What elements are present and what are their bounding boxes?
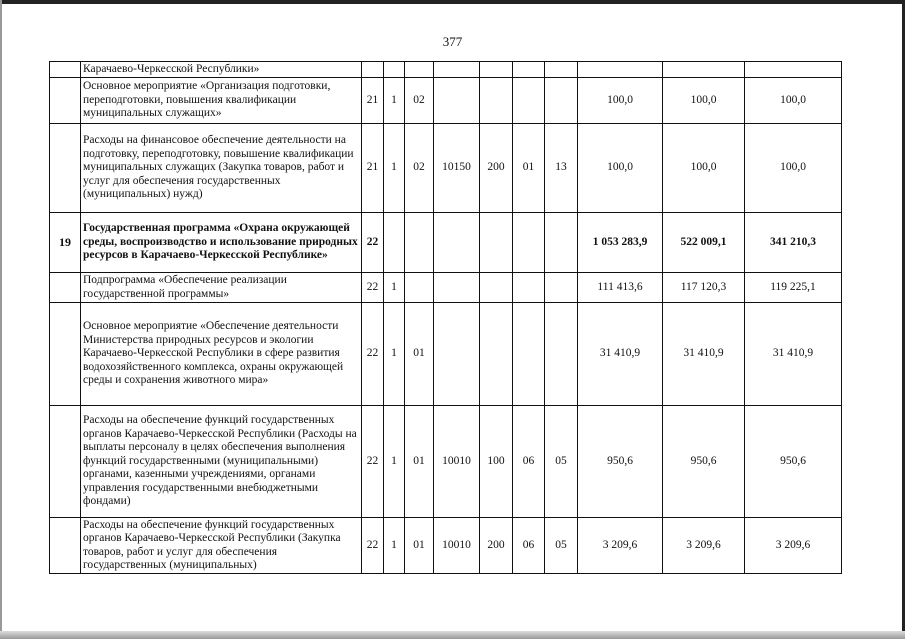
amount-year-3: 950,6 [745, 406, 842, 518]
code-program: 22 [362, 303, 384, 406]
table-row [50, 518, 842, 574]
scan-border-left [0, 0, 2, 639]
code-section [513, 303, 545, 406]
code-section [513, 213, 545, 273]
code-section [513, 78, 545, 124]
code-event: 02 [405, 78, 434, 124]
code-subprogram: 1 [384, 124, 405, 213]
table-row [50, 273, 842, 303]
amount-year-1: 3 209,6 [578, 518, 663, 574]
code-subsection [545, 78, 578, 124]
amount-year-1: 111 413,6 [578, 273, 663, 303]
code-subsection [545, 273, 578, 303]
code-program: 22 [362, 213, 384, 273]
row-description: Государственная программа «Охрана окружающей среды, воспроизводство и использование природных ресурсов в Карачаево-Черкесской Республике» [81, 213, 362, 273]
row-description: Основное мероприятие «Обеспечение деятельности Министерства природных ресурсов и экологии Карачаево-Черкесской Республики в сфере развития водохозяйственного комплекса, охраны окружающей среды и сохранения животного мира» [81, 303, 362, 406]
code-event [405, 213, 434, 273]
table-row [50, 124, 842, 213]
code-section: 01 [513, 124, 545, 213]
amount-year-1: 950,6 [578, 406, 663, 518]
code-subsection [545, 213, 578, 273]
code-section: 06 [513, 406, 545, 518]
code-event [405, 62, 434, 78]
row-number [50, 124, 81, 213]
code-direction [434, 213, 480, 273]
code-direction [434, 303, 480, 406]
amount-year-3: 31 410,9 [745, 303, 842, 406]
row-description: Подпрограмма «Обеспечение реализации государственной программы» [81, 273, 362, 303]
amount-year-2: 100,0 [663, 124, 745, 213]
table-row [50, 78, 842, 124]
code-section [513, 273, 545, 303]
code-program: 21 [362, 124, 384, 213]
code-subprogram: 1 [384, 406, 405, 518]
table-row [50, 303, 842, 406]
code-expense-type: 200 [480, 124, 513, 213]
scan-border-bottom [0, 631, 905, 639]
code-program: 22 [362, 273, 384, 303]
code-subprogram: 1 [384, 303, 405, 406]
row-description: Расходы на обеспечение функций государственных органов Карачаево-Черкесской Республики (Расходы на выплаты персоналу в целях обеспечения выполнения функций государственными (муниципальными) органами, казенными учреждениями, органами управления государственными внебюджетными фондами) [81, 406, 362, 518]
code-expense-type [480, 303, 513, 406]
code-program [362, 62, 384, 78]
amount-year-1: 100,0 [578, 78, 663, 124]
code-subprogram: 1 [384, 78, 405, 124]
code-subsection: 13 [545, 124, 578, 213]
amount-year-3 [745, 62, 842, 78]
table-row-program [50, 213, 842, 273]
code-subprogram [384, 213, 405, 273]
amount-year-2: 100,0 [663, 78, 745, 124]
amount-year-1: 31 410,9 [578, 303, 663, 406]
code-expense-type: 200 [480, 518, 513, 574]
code-subprogram [384, 62, 405, 78]
row-description: Карачаево-Черкесской Республики» [81, 62, 362, 78]
row-number [50, 78, 81, 124]
amount-year-3: 100,0 [745, 78, 842, 124]
code-direction [434, 78, 480, 124]
table-row [50, 62, 842, 78]
row-number [50, 518, 81, 574]
code-expense-type [480, 273, 513, 303]
amount-year-3: 3 209,6 [745, 518, 842, 574]
code-direction [434, 62, 480, 78]
row-number: 19 [50, 213, 81, 273]
code-direction: 10010 [434, 518, 480, 574]
page-number: 377 [442, 34, 463, 49]
row-description: Основное мероприятие «Организация подготовки, переподготовки, повышения квалификации муниципальных служащих» [81, 78, 362, 124]
amount-year-2 [663, 62, 745, 78]
amount-year-1: 100,0 [578, 124, 663, 213]
code-section [513, 62, 545, 78]
amount-year-2: 950,6 [663, 406, 745, 518]
code-expense-type [480, 213, 513, 273]
amount-year-3: 100,0 [745, 124, 842, 213]
amount-year-2: 522 009,1 [663, 213, 745, 273]
amount-year-2: 31 410,9 [663, 303, 745, 406]
code-program: 21 [362, 78, 384, 124]
code-expense-type [480, 78, 513, 124]
row-description: Расходы на финансовое обеспечение деятельности на подготовку, переподготовку, повышение квалификации муниципальных служащих (Закупка товаров, работ и услуг для обеспечения государственных (муниципальных) нужд) [81, 124, 362, 213]
code-subsection: 05 [545, 518, 578, 574]
row-description: Расходы на обеспечение функций государственных органов Карачаево-Черкесской Республики (Закупка товаров, работ и услуг для обеспечения государственных (муниципальных) [81, 518, 362, 574]
code-direction [434, 273, 480, 303]
row-number [50, 406, 81, 518]
amount-year-2: 3 209,6 [663, 518, 745, 574]
code-program: 22 [362, 406, 384, 518]
code-event: 02 [405, 124, 434, 213]
code-event: 01 [405, 406, 434, 518]
code-event [405, 273, 434, 303]
amount-year-1: 1 053 283,9 [578, 213, 663, 273]
table-row [50, 406, 842, 518]
code-program: 22 [362, 518, 384, 574]
amount-year-1 [578, 62, 663, 78]
budget-table [49, 61, 842, 574]
amount-year-3: 119 225,1 [745, 273, 842, 303]
code-event: 01 [405, 303, 434, 406]
code-expense-type [480, 62, 513, 78]
code-subsection: 05 [545, 406, 578, 518]
code-subprogram: 1 [384, 518, 405, 574]
amount-year-3: 341 210,3 [745, 213, 842, 273]
row-number [50, 273, 81, 303]
code-direction: 10150 [434, 124, 480, 213]
code-subprogram: 1 [384, 273, 405, 303]
code-direction: 10010 [434, 406, 480, 518]
code-event: 01 [405, 518, 434, 574]
row-number [50, 303, 81, 406]
code-subsection [545, 303, 578, 406]
scan-border-top [0, 0, 905, 4]
code-section: 06 [513, 518, 545, 574]
code-expense-type: 100 [480, 406, 513, 518]
row-number [50, 62, 81, 78]
amount-year-2: 117 120,3 [663, 273, 745, 303]
code-subsection [545, 62, 578, 78]
